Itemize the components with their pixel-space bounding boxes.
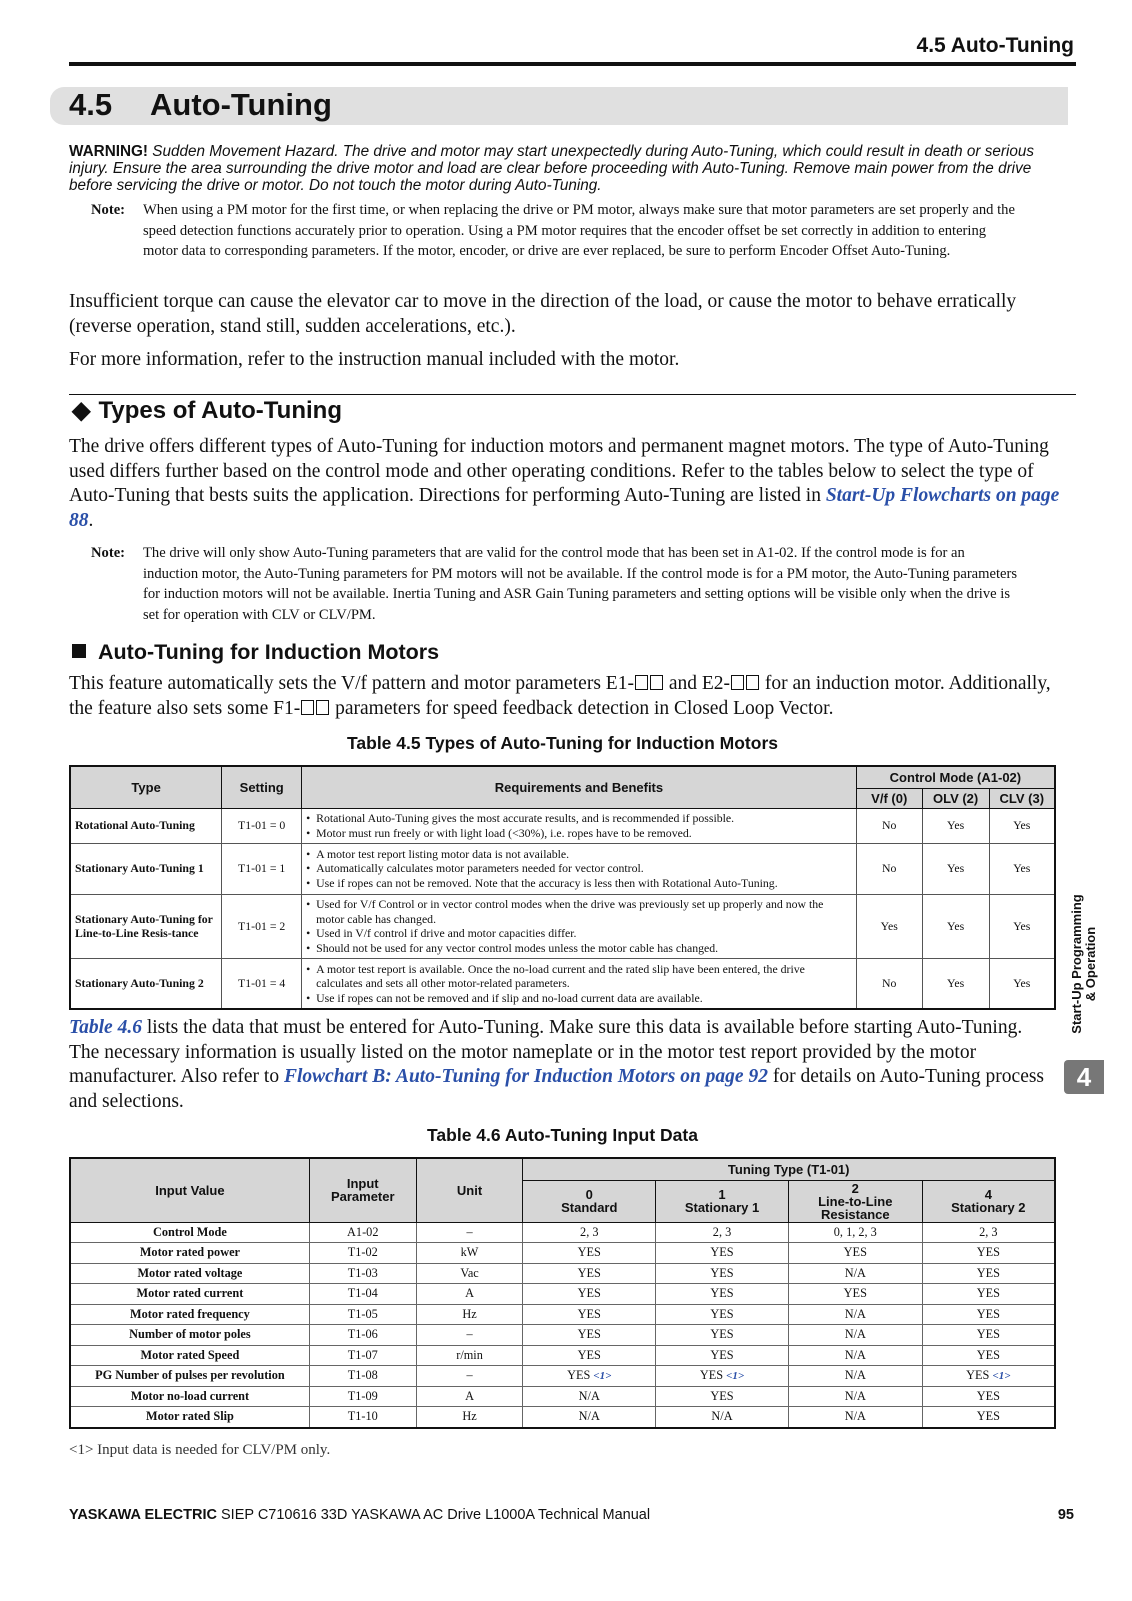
olv-cell: Yes <box>922 843 989 894</box>
paragraph-induction <box>69 672 1069 721</box>
unit-cell: A <box>416 1284 523 1305</box>
types-heading <box>72 396 342 425</box>
induction-text-c: for an induction motor. Additionally, the feature also sets some F1- <box>69 673 1051 719</box>
stationary-2-cell: YES <box>922 1243 1055 1264</box>
line-to-line-cell: N/A <box>788 1366 922 1387</box>
standard-cell: 2, 3 <box>523 1222 656 1243</box>
clv-cell: Yes <box>989 894 1055 958</box>
placeholder-box-icon <box>746 675 759 690</box>
table-row <box>70 843 1055 894</box>
line-to-line-cell: N/A <box>788 1304 922 1325</box>
input-value-cell: Number of motor poles <box>70 1325 309 1346</box>
standard-cell: YES <1> <box>523 1366 656 1387</box>
standard-cell: YES <box>523 1304 656 1325</box>
note-text: The drive will only show Auto-Tuning parameters that are valid for the control mode that has been set in A1-02. If the control mode is for an induction motor, the Auto-Tuning parameters for PM motors will not be available. If the control mode is for a PM motor, the Auto-Tuning parameters for induction motors will not be available. Inertia Tuning and ASR Gain Tuning parameters and setting options will be visible only when the drive is set for operation with CLV or CLV/PM. <box>143 545 1018 623</box>
table-row <box>70 1222 1055 1243</box>
types-text: The drive offers different types of Auto-Tuning for induction motors and permanent magnet motors. The type of Auto-Tuning used differs further based on the control mode and other operating conditions. Refer to the tables below to select the type of Auto-Tuning that bests suits the application. Directions for performing Auto-Tuning are listed in <box>69 436 1049 506</box>
stationary-1-cell: YES <box>656 1284 789 1305</box>
note-text: When using a PM motor for the first time, or when replacing the drive or PM motor, always make sure that motor parameters are set properly and the speed detection functions accurately prior to operation. Using a PM motor requires that the encoder offset be set correctly in addition to entering motor data to corresponding parameters. If the motor, encoder, or drive are ever replaced, be sure to perform Encoder Offset Auto-Tuning. <box>143 202 1015 259</box>
olv-cell: Yes <box>922 894 989 958</box>
parameter-cell: T1-08 <box>309 1366 416 1387</box>
placeholder-box-icon <box>316 700 329 715</box>
stationary-2-cell: YES <box>922 1386 1055 1407</box>
placeholder-box-icon <box>301 700 314 715</box>
table-row <box>70 1304 1055 1325</box>
type-cell: Stationary Auto-Tuning for Line-to-Line Resis-tance <box>70 894 222 958</box>
stationary-1-cell: YES <box>656 1325 789 1346</box>
line-to-line-cell: N/A <box>788 1325 922 1346</box>
intro-text-2: for details on Auto-Tuning process and selections. <box>69 1066 1045 1112</box>
bullet-item: • Automatically calculates motor parameters needed for vector control. <box>306 861 852 876</box>
footnote-ref[interactable]: <1> <box>992 1370 1011 1383</box>
unit-cell: – <box>416 1325 523 1346</box>
line-to-line-cell: YES <box>788 1243 922 1264</box>
chapter-side-tab-label <box>1070 894 1098 1034</box>
stationary-2-cell: YES <box>922 1304 1055 1325</box>
table-4-5 <box>69 765 1056 1010</box>
stationary-2-cell: YES <box>922 1325 1055 1346</box>
table-4-5-caption: Table 4.5 Types of Auto-Tuning for Induction Motors <box>347 733 778 753</box>
warning-label: WARNING! <box>69 143 149 160</box>
stationary-1-cell: YES <box>656 1304 789 1325</box>
standard-cell: N/A <box>523 1386 656 1407</box>
table-4-6 <box>69 1157 1056 1429</box>
table-4-6-footnote: <1> Input data is needed for CLV/PM only. <box>69 1442 331 1458</box>
standard-cell: YES <box>523 1284 656 1305</box>
startup-flowcharts-link[interactable]: Start-Up Flowcharts on page 88 <box>69 485 1060 531</box>
bullet-item: • Used for V/f Control or in vector control modes when the drive was previously set up properly and now the motor cable has changed. <box>306 897 852 926</box>
requirements-cell <box>302 808 857 843</box>
unit-cell: kW <box>416 1243 523 1264</box>
unit-cell: Hz <box>416 1407 523 1428</box>
input-value-cell: Control Mode <box>70 1222 309 1243</box>
line-to-line-cell: N/A <box>788 1386 922 1407</box>
parameter-cell: T1-05 <box>309 1304 416 1325</box>
stationary-1-cell: N/A <box>656 1407 789 1428</box>
bullet-item: • Motor must run freely or with light load (<30%), i.e. ropes have to be removed. <box>306 826 852 841</box>
bullet-item: • A motor test report listing motor data is not available. <box>306 847 852 862</box>
induction-text-b: and E2- <box>663 673 731 694</box>
intro-text-1: lists the data that must be entered for Auto-Tuning. Make sure this data is available before starting Auto-Tuning. The necessary information is usually listed on the motor nameplate or in the motor test report provided by the motor manufacturer. Also refer to <box>69 1017 1023 1087</box>
standard-cell: YES <box>523 1263 656 1284</box>
type-cell: Rotational Auto-Tuning <box>70 808 222 843</box>
paragraph-table46-intro <box>69 1016 1054 1114</box>
footer-brand: YASKAWA ELECTRIC <box>69 1507 217 1523</box>
stationary-1-cell: YES <box>656 1386 789 1407</box>
col-line-to-line: 2 Line-to-Line Resistance <box>788 1180 922 1222</box>
table-row <box>70 1386 1055 1407</box>
warning-text: Sudden Movement Hazard. The drive and motor may start unexpectedly during Auto-Tuning, which could result in death or serious injury. Ensure the area surrounding the drive motor and load are clear before proceeding with Auto-Tuning. Remove main power from the drive before servicing the drive or motor. Do not touch the motor during Auto-Tuning. <box>69 143 1035 194</box>
section-number: 4.5 <box>69 87 113 122</box>
induction-heading <box>72 640 439 665</box>
types-heading-text: Types of Auto-Tuning <box>98 397 342 424</box>
unit-cell: Hz <box>416 1304 523 1325</box>
bullet-item: • Used in V/f control if drive and motor capacities differ. <box>306 926 852 941</box>
requirements-cell <box>302 958 857 1009</box>
input-value-cell: PG Number of pulses per revolution <box>70 1366 309 1387</box>
table-row <box>70 1407 1055 1428</box>
unit-cell: Vac <box>416 1263 523 1284</box>
standard-cell: N/A <box>523 1407 656 1428</box>
bullet-item: • Rotational Auto-Tuning gives the most accurate results, and is recommended if possible. <box>306 811 852 826</box>
footer-doc: SIEP C710616 33D YASKAWA AC Drive L1000A Technical Manual <box>216 1507 651 1523</box>
requirements-cell <box>302 843 857 894</box>
table-row <box>70 1366 1055 1387</box>
placeholder-box-icon <box>731 675 744 690</box>
note-label: Note: <box>91 545 126 561</box>
side-tab-line-2: & Operation <box>1083 926 1098 1002</box>
footnote-ref[interactable]: <1> <box>726 1370 745 1383</box>
parameter-cell: T1-04 <box>309 1284 416 1305</box>
stationary-2-cell: YES <box>922 1407 1055 1428</box>
bullet-item: • Should not be used for any vector control modes unless the motor cable has changed. <box>306 941 852 956</box>
flowchart-b-link[interactable]: Flowchart B: Auto-Tuning for Induction Motors on page 92 <box>283 1066 768 1087</box>
vf-cell: No <box>856 958 922 1009</box>
paragraph-more-info: For more information, refer to the instruction manual included with the motor. <box>69 349 680 370</box>
col-input-parameter: Input Parameter <box>309 1158 416 1222</box>
table-row <box>70 1325 1055 1346</box>
input-value-cell: Motor rated frequency <box>70 1304 309 1325</box>
parameter-cell: T1-07 <box>309 1345 416 1366</box>
table-row <box>70 1284 1055 1305</box>
type-cell: Stationary Auto-Tuning 2 <box>70 958 222 1009</box>
unit-cell: r/min <box>416 1345 523 1366</box>
table-4-6-link[interactable]: Table 4.6 <box>69 1017 142 1038</box>
line-to-line-cell: 0, 1, 2, 3 <box>788 1222 922 1243</box>
col-unit: Unit <box>416 1158 523 1222</box>
types-text-end: . <box>88 509 94 531</box>
standard-cell: YES <box>523 1325 656 1346</box>
olv-cell: Yes <box>922 808 989 843</box>
footnote-ref[interactable]: <1> <box>593 1370 612 1383</box>
square-bullet-icon <box>72 644 86 658</box>
col-stationary-2: 4 Stationary 2 <box>922 1180 1055 1222</box>
stationary-1-cell: 2, 3 <box>656 1222 789 1243</box>
col-standard: 0 Standard <box>523 1180 656 1222</box>
olv-cell: Yes <box>922 958 989 1009</box>
side-tab-line-1: Start-Up Programming <box>1069 894 1084 1034</box>
vf-cell: Yes <box>856 894 922 958</box>
stationary-1-cell: YES <box>656 1345 789 1366</box>
standard-cell: YES <box>523 1243 656 1264</box>
setting-cell: T1-01 = 0 <box>222 808 302 843</box>
table-row <box>70 894 1055 958</box>
input-value-cell: Motor rated Slip <box>70 1407 309 1428</box>
stationary-2-cell: YES <box>922 1263 1055 1284</box>
input-value-cell: Motor rated power <box>70 1243 309 1264</box>
stationary-2-cell: YES <1> <box>922 1366 1055 1387</box>
parameter-cell: A1-02 <box>309 1222 416 1243</box>
line-to-line-cell: N/A <box>788 1407 922 1428</box>
parameter-cell: T1-09 <box>309 1386 416 1407</box>
unit-cell: – <box>416 1222 523 1243</box>
parameter-cell: T1-10 <box>309 1407 416 1428</box>
col-stationary-1: 1 Stationary 1 <box>656 1180 789 1222</box>
paragraph-torque: Insufficient torque can cause the elevator car to move in the direction of the load, or cause the motor to behave erratically (reverse operation, stand still, sudden accelerations, etc.). <box>69 291 1017 337</box>
table-row <box>70 1263 1055 1284</box>
note-control-mode <box>91 543 1031 627</box>
unit-cell: A <box>416 1386 523 1407</box>
col-olv: OLV (2) <box>922 788 989 808</box>
section-title: Auto-Tuning <box>150 87 332 122</box>
induction-text-d: parameters for speed feedback detection in Closed Loop Vector. <box>330 697 834 719</box>
setting-cell: T1-01 = 1 <box>222 843 302 894</box>
clv-cell: Yes <box>989 808 1055 843</box>
setting-cell: T1-01 = 2 <box>222 894 302 958</box>
stationary-1-cell: YES <1> <box>656 1366 789 1387</box>
input-value-cell: Motor rated voltage <box>70 1263 309 1284</box>
clv-cell: Yes <box>989 958 1055 1009</box>
vf-cell: No <box>856 843 922 894</box>
col-input-value: Input Value <box>70 1158 309 1222</box>
header-rule <box>69 62 1076 66</box>
requirements-cell <box>302 894 857 958</box>
induction-heading-text: Auto-Tuning for Induction Motors <box>98 640 440 664</box>
type-cell: Stationary Auto-Tuning 1 <box>70 843 222 894</box>
col-requirements: Requirements and Benefits <box>302 766 857 808</box>
col-vf: V/f (0) <box>856 788 922 808</box>
line-to-line-cell: YES <box>788 1284 922 1305</box>
standard-cell: YES <box>523 1345 656 1366</box>
stationary-2-cell: YES <box>922 1345 1055 1366</box>
col-control-mode: Control Mode (A1-02) <box>856 766 1055 788</box>
table-4-6-caption: Table 4.6 Auto-Tuning Input Data <box>427 1125 698 1145</box>
induction-text-a: This feature automatically sets the V/f pattern and motor parameters E1- <box>69 673 634 694</box>
line-to-line-cell: N/A <box>788 1345 922 1366</box>
running-header: 4.5 Auto-Tuning <box>916 34 1074 57</box>
bullet-item: • Use if ropes can not be removed and if slip and no-load current data are available. <box>306 991 852 1006</box>
line-to-line-cell: N/A <box>788 1263 922 1284</box>
vf-cell: No <box>856 808 922 843</box>
parameter-cell: T1-06 <box>309 1325 416 1346</box>
paragraph-types <box>69 435 1069 533</box>
table-row <box>70 808 1055 843</box>
col-tuning-type: Tuning Type (T1-01) <box>523 1158 1055 1180</box>
page-number: 95 <box>1057 1507 1074 1523</box>
col-setting: Setting <box>222 766 302 808</box>
warning-block <box>69 143 1069 194</box>
parameter-cell: T1-03 <box>309 1263 416 1284</box>
diamond-bullet-icon: ◆ <box>72 397 91 424</box>
note-label: Note: <box>91 202 126 218</box>
table-row <box>70 1345 1055 1366</box>
table-row <box>70 958 1055 1009</box>
stationary-1-cell: YES <box>656 1263 789 1284</box>
input-value-cell: Motor no-load current <box>70 1386 309 1407</box>
col-clv: CLV (3) <box>989 788 1055 808</box>
bullet-item: • Use if ropes can not be removed. Note that the accuracy is less then with Rotational Auto-Tuning. <box>306 876 852 891</box>
bullet-item: • A motor test report is available. Once the no-load current and the rated slip have been entered, the drive calculates and sets all other motor-related parameters. <box>306 962 852 991</box>
chapter-number-tab: 4 <box>1064 1060 1104 1094</box>
clv-cell: Yes <box>989 843 1055 894</box>
placeholder-box-icon <box>635 675 648 690</box>
stationary-1-cell: YES <box>656 1243 789 1264</box>
table-row <box>70 1243 1055 1264</box>
footer <box>69 1507 650 1523</box>
setting-cell: T1-01 = 4 <box>222 958 302 1009</box>
unit-cell: – <box>416 1366 523 1387</box>
note-pm-motor <box>91 200 1031 284</box>
section-divider <box>69 394 1076 395</box>
col-type: Type <box>70 766 222 808</box>
stationary-2-cell: YES <box>922 1284 1055 1305</box>
placeholder-box-icon <box>650 675 663 690</box>
input-value-cell: Motor rated current <box>70 1284 309 1305</box>
input-value-cell: Motor rated Speed <box>70 1345 309 1366</box>
parameter-cell: T1-02 <box>309 1243 416 1264</box>
stationary-2-cell: 2, 3 <box>922 1222 1055 1243</box>
